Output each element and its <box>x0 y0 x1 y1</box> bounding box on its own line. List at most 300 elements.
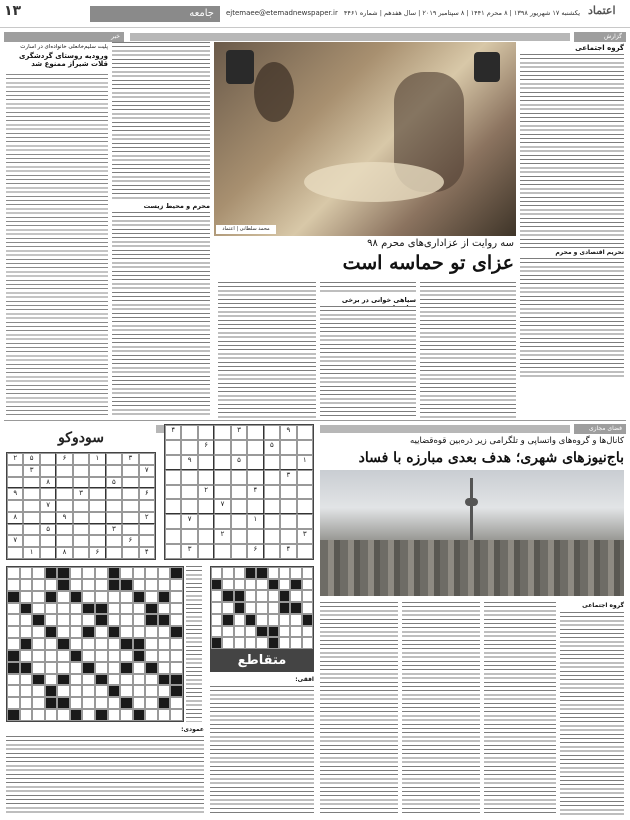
crossword-cell[interactable] <box>158 603 171 615</box>
crossword-cell[interactable] <box>211 602 222 614</box>
crossword-cell[interactable] <box>95 567 108 579</box>
sudoku-cell[interactable] <box>40 512 56 524</box>
sudoku-cell[interactable]: ۳ <box>181 544 197 559</box>
sudoku-cell[interactable] <box>198 455 214 470</box>
crossword-cell[interactable] <box>32 567 45 579</box>
crossword-cell[interactable] <box>133 626 146 638</box>
crossword-cell[interactable] <box>133 662 146 674</box>
sudoku-cell[interactable]: ۴ <box>139 547 155 559</box>
sudoku-cell[interactable]: ۲ <box>198 485 214 500</box>
crossword-cell[interactable] <box>7 579 20 591</box>
crossword-cell[interactable] <box>57 591 70 603</box>
sudoku-cell[interactable] <box>89 488 105 500</box>
sudoku-cell[interactable] <box>7 477 23 489</box>
sudoku-cell[interactable]: ۲ <box>214 529 230 544</box>
sudoku-cell[interactable] <box>7 500 23 512</box>
crossword-cell[interactable] <box>120 674 133 686</box>
crossword-cell[interactable] <box>70 626 83 638</box>
crossword-cell[interactable] <box>32 709 45 721</box>
sudoku-cell[interactable] <box>214 544 230 559</box>
crossword-cell[interactable] <box>222 602 233 614</box>
sudoku-cell[interactable]: ۵ <box>231 455 247 470</box>
crossword-cell[interactable] <box>170 579 183 591</box>
crossword-cell[interactable] <box>158 626 171 638</box>
sudoku-cell[interactable] <box>247 440 263 455</box>
crossword-cell[interactable] <box>222 637 233 649</box>
crossword-cell[interactable] <box>82 685 95 697</box>
crossword-cell[interactable] <box>108 614 121 626</box>
crossword-cell[interactable] <box>82 650 95 662</box>
crossword-cell[interactable] <box>211 590 222 602</box>
crossword-cell[interactable] <box>290 626 301 638</box>
crossword-cell[interactable] <box>256 614 267 626</box>
crossword-cell[interactable] <box>95 697 108 709</box>
crossword-cell[interactable] <box>7 603 20 615</box>
crossword-cell[interactable] <box>302 602 313 614</box>
crossword-cell[interactable] <box>95 638 108 650</box>
crossword-cell[interactable] <box>290 614 301 626</box>
sudoku-cell[interactable] <box>198 470 214 485</box>
sudoku-cell[interactable]: ۴ <box>165 425 181 440</box>
crossword-cell[interactable] <box>302 579 313 591</box>
crossword-cell[interactable] <box>290 590 301 602</box>
sudoku-cell[interactable] <box>264 499 280 514</box>
sudoku-cell[interactable]: ۲ <box>7 453 23 465</box>
sudoku-cell[interactable] <box>165 529 181 544</box>
sudoku-cell[interactable]: ۶ <box>56 453 72 465</box>
sudoku-cell[interactable] <box>165 544 181 559</box>
sudoku-cell[interactable] <box>280 499 296 514</box>
crossword-cell[interactable] <box>256 579 267 591</box>
crossword-cell[interactable] <box>158 638 171 650</box>
crossword-cell[interactable] <box>95 650 108 662</box>
sudoku-cell[interactable] <box>73 535 89 547</box>
sudoku-cell[interactable] <box>198 499 214 514</box>
sudoku-cell[interactable] <box>165 499 181 514</box>
crossword-cell[interactable] <box>120 709 133 721</box>
crossword-cell[interactable] <box>268 614 279 626</box>
sudoku-cell[interactable]: ۱ <box>247 514 263 529</box>
sudoku-cell[interactable] <box>247 425 263 440</box>
crossword-cell[interactable] <box>108 674 121 686</box>
crossword-cell[interactable] <box>20 650 33 662</box>
sudoku-cell[interactable]: ۴ <box>280 544 296 559</box>
crossword-cell[interactable] <box>45 709 58 721</box>
sudoku-cell[interactable] <box>73 512 89 524</box>
sudoku-cell[interactable]: ۳ <box>122 453 138 465</box>
sudoku-cell[interactable] <box>280 455 296 470</box>
crossword-cell[interactable] <box>70 638 83 650</box>
crossword-cell[interactable] <box>211 614 222 626</box>
crossword-cell[interactable] <box>222 626 233 638</box>
sudoku-cell[interactable] <box>106 453 122 465</box>
sudoku-cell[interactable] <box>231 514 247 529</box>
crossword-cell[interactable] <box>245 602 256 614</box>
crossword-cell[interactable] <box>245 626 256 638</box>
sudoku-cell[interactable] <box>40 465 56 477</box>
crossword-cell[interactable] <box>279 637 290 649</box>
sudoku-cell[interactable]: ۵ <box>106 477 122 489</box>
sudoku-cell[interactable]: ۳ <box>23 465 39 477</box>
crossword-cell[interactable] <box>82 567 95 579</box>
crossword-cell[interactable] <box>45 603 58 615</box>
crossword-cell[interactable] <box>7 685 20 697</box>
crossword-cell[interactable] <box>32 591 45 603</box>
sudoku-cell[interactable] <box>106 465 122 477</box>
crossword-cell[interactable] <box>20 579 33 591</box>
crossword-cell[interactable] <box>145 685 158 697</box>
crossword-cell[interactable] <box>32 579 45 591</box>
crossword-cell[interactable] <box>145 591 158 603</box>
sudoku-cell[interactable]: ۵ <box>264 440 280 455</box>
crossword-cell[interactable] <box>256 637 267 649</box>
sudoku-cell[interactable] <box>23 488 39 500</box>
crossword-cell[interactable] <box>211 626 222 638</box>
crossword-cell[interactable] <box>145 650 158 662</box>
crossword-cell[interactable] <box>82 697 95 709</box>
crossword-cell[interactable] <box>108 638 121 650</box>
sudoku-cell[interactable]: ۸ <box>40 477 56 489</box>
crossword-cell[interactable] <box>120 603 133 615</box>
sudoku-cell[interactable] <box>231 470 247 485</box>
crossword-cell[interactable] <box>57 614 70 626</box>
crossword-cell[interactable] <box>279 626 290 638</box>
crossword-cell[interactable] <box>57 662 70 674</box>
crossword-cell[interactable] <box>211 567 222 579</box>
crossword-cell[interactable] <box>95 579 108 591</box>
sudoku-cell[interactable] <box>247 455 263 470</box>
sudoku-cell[interactable] <box>139 524 155 536</box>
sudoku-cell[interactable] <box>198 544 214 559</box>
crossword-cell[interactable] <box>302 567 313 579</box>
crossword-cell[interactable] <box>7 674 20 686</box>
sudoku-cell[interactable]: ۸ <box>7 512 23 524</box>
crossword-cell[interactable] <box>234 579 245 591</box>
crossword-cell[interactable] <box>268 602 279 614</box>
sudoku-cell[interactable] <box>165 440 181 455</box>
crossword-cell[interactable] <box>120 567 133 579</box>
crossword-cell[interactable] <box>108 603 121 615</box>
sudoku-cell[interactable] <box>214 470 230 485</box>
sudoku-cell[interactable] <box>7 465 23 477</box>
crossword-cell[interactable] <box>20 614 33 626</box>
crossword-cell[interactable] <box>20 626 33 638</box>
sudoku-cell[interactable]: ۳ <box>280 470 296 485</box>
sudoku-cell[interactable] <box>198 425 214 440</box>
sudoku-cell[interactable] <box>214 514 230 529</box>
sudoku-cell[interactable]: ۶ <box>122 535 138 547</box>
crossword-cell[interactable] <box>279 567 290 579</box>
sudoku-cell[interactable] <box>56 535 72 547</box>
sudoku-cell[interactable] <box>231 499 247 514</box>
sudoku-cell[interactable] <box>139 477 155 489</box>
sudoku-cell[interactable] <box>106 500 122 512</box>
crossword-cell[interactable] <box>70 614 83 626</box>
sudoku-cell[interactable] <box>139 500 155 512</box>
sudoku-cell[interactable] <box>280 485 296 500</box>
sudoku-cell[interactable] <box>89 524 105 536</box>
crossword-cell[interactable] <box>245 590 256 602</box>
sudoku-cell[interactable] <box>40 547 56 559</box>
sudoku-cell[interactable]: ۹ <box>181 455 197 470</box>
sudoku-cell[interactable]: ۹ <box>7 488 23 500</box>
crossword-cell[interactable] <box>145 638 158 650</box>
crossword-cell[interactable] <box>158 709 171 721</box>
sudoku-cell[interactable] <box>165 470 181 485</box>
sudoku-cell[interactable] <box>247 529 263 544</box>
crossword-cell[interactable] <box>57 709 70 721</box>
sudoku-cell[interactable] <box>297 514 313 529</box>
crossword-cell[interactable] <box>95 626 108 638</box>
sudoku-cell[interactable] <box>198 514 214 529</box>
sudoku-cell[interactable]: ۶ <box>89 547 105 559</box>
sudoku-cell[interactable] <box>231 529 247 544</box>
sudoku-cell[interactable]: ۱ <box>89 453 105 465</box>
crossword-cell[interactable] <box>95 591 108 603</box>
sudoku-cell[interactable] <box>214 425 230 440</box>
sudoku-cell[interactable] <box>122 512 138 524</box>
sudoku-cell[interactable] <box>139 535 155 547</box>
crossword-cell[interactable] <box>158 662 171 674</box>
crossword-cell[interactable] <box>158 685 171 697</box>
crossword-cell[interactable] <box>133 567 146 579</box>
sudoku-cell[interactable] <box>264 425 280 440</box>
crossword-cell[interactable] <box>145 567 158 579</box>
sudoku-cell[interactable] <box>122 547 138 559</box>
sudoku-cell[interactable]: ۷ <box>7 535 23 547</box>
sudoku-cell[interactable] <box>181 485 197 500</box>
crossword-cell[interactable] <box>256 590 267 602</box>
crossword-grid[interactable] <box>6 566 184 722</box>
crossword-cell[interactable] <box>45 650 58 662</box>
crossword-cell[interactable] <box>95 662 108 674</box>
crossword-cell[interactable] <box>170 638 183 650</box>
sudoku-cell[interactable] <box>89 512 105 524</box>
crossword-cell[interactable] <box>32 685 45 697</box>
crossword-cell[interactable] <box>70 662 83 674</box>
sudoku-cell[interactable] <box>122 477 138 489</box>
sudoku-cell[interactable] <box>297 499 313 514</box>
sudoku-cell[interactable] <box>214 455 230 470</box>
sudoku-cell[interactable] <box>7 547 23 559</box>
sudoku-cell[interactable] <box>214 485 230 500</box>
crossword-cell[interactable] <box>70 603 83 615</box>
crossword-cell[interactable] <box>32 650 45 662</box>
crossword-cell[interactable] <box>82 709 95 721</box>
crossword-cell[interactable] <box>20 674 33 686</box>
sudoku-cell[interactable] <box>139 453 155 465</box>
crossword-cell[interactable] <box>20 709 33 721</box>
sudoku-cell[interactable] <box>23 477 39 489</box>
crossword-cell[interactable] <box>170 591 183 603</box>
crossword-mini-grid[interactable] <box>210 566 314 650</box>
crossword-cell[interactable] <box>82 674 95 686</box>
sudoku-cell[interactable]: ۳ <box>297 529 313 544</box>
sudoku-cell[interactable] <box>40 488 56 500</box>
crossword-cell[interactable] <box>268 567 279 579</box>
sudoku-cell[interactable] <box>280 529 296 544</box>
sudoku-cell[interactable]: ۶ <box>198 440 214 455</box>
crossword-cell[interactable] <box>133 579 146 591</box>
crossword-cell[interactable] <box>302 637 313 649</box>
crossword-cell[interactable] <box>222 579 233 591</box>
sudoku-cell[interactable] <box>297 440 313 455</box>
crossword-cell[interactable] <box>234 567 245 579</box>
crossword-cell[interactable] <box>234 637 245 649</box>
sudoku-cell[interactable] <box>264 529 280 544</box>
sudoku-cell[interactable]: ۶ <box>139 488 155 500</box>
sudoku-cell[interactable] <box>297 485 313 500</box>
crossword-cell[interactable] <box>32 626 45 638</box>
crossword-cell[interactable] <box>57 685 70 697</box>
crossword-cell[interactable] <box>145 579 158 591</box>
sudoku-cell[interactable] <box>40 535 56 547</box>
sudoku-cell[interactable] <box>73 547 89 559</box>
sudoku-cell[interactable] <box>56 465 72 477</box>
crossword-cell[interactable] <box>145 674 158 686</box>
crossword-cell[interactable] <box>145 709 158 721</box>
crossword-cell[interactable] <box>108 650 121 662</box>
sudoku-cell[interactable]: ۷ <box>181 514 197 529</box>
sudoku-cell[interactable] <box>264 514 280 529</box>
sudoku-cell[interactable] <box>73 465 89 477</box>
sudoku-cell[interactable]: ۸ <box>56 547 72 559</box>
crossword-cell[interactable] <box>279 614 290 626</box>
crossword-cell[interactable] <box>45 662 58 674</box>
crossword-cell[interactable] <box>170 603 183 615</box>
sudoku-cell[interactable] <box>280 514 296 529</box>
sudoku-cell[interactable] <box>297 425 313 440</box>
sudoku-cell[interactable] <box>23 524 39 536</box>
crossword-cell[interactable] <box>7 638 20 650</box>
crossword-cell[interactable] <box>145 697 158 709</box>
sudoku-cell[interactable] <box>106 488 122 500</box>
crossword-cell[interactable] <box>108 662 121 674</box>
crossword-cell[interactable] <box>32 603 45 615</box>
crossword-cell[interactable] <box>234 614 245 626</box>
crossword-cell[interactable] <box>20 685 33 697</box>
crossword-cell[interactable] <box>133 674 146 686</box>
sudoku-cell[interactable]: ۷ <box>214 499 230 514</box>
sudoku-cell[interactable] <box>106 512 122 524</box>
sudoku-cell[interactable] <box>264 470 280 485</box>
email-address[interactable]: ejtemaee@etemadnewspaper.ir <box>226 9 338 17</box>
crossword-cell[interactable] <box>222 567 233 579</box>
crossword-cell[interactable] <box>170 614 183 626</box>
sudoku-cell[interactable] <box>122 524 138 536</box>
crossword-cell[interactable] <box>302 626 313 638</box>
sudoku-cell[interactable] <box>264 485 280 500</box>
crossword-cell[interactable] <box>45 579 58 591</box>
sudoku-cell[interactable] <box>56 500 72 512</box>
sudoku-cell[interactable]: ۳ <box>231 425 247 440</box>
sudoku-cell[interactable]: ۳ <box>73 488 89 500</box>
crossword-cell[interactable] <box>302 590 313 602</box>
sudoku-cell[interactable] <box>122 465 138 477</box>
crossword-cell[interactable] <box>32 697 45 709</box>
sudoku-cell[interactable] <box>181 470 197 485</box>
crossword-cell[interactable] <box>70 579 83 591</box>
sudoku-cell[interactable] <box>231 485 247 500</box>
crossword-cell[interactable] <box>120 685 133 697</box>
sudoku-cell[interactable] <box>56 488 72 500</box>
sudoku-cell[interactable] <box>40 453 56 465</box>
sudoku-cell[interactable] <box>56 524 72 536</box>
crossword-cell[interactable] <box>20 591 33 603</box>
crossword-cell[interactable] <box>7 614 20 626</box>
crossword-cell[interactable] <box>82 591 95 603</box>
crossword-cell[interactable] <box>133 614 146 626</box>
crossword-cell[interactable] <box>20 567 33 579</box>
crossword-cell[interactable] <box>108 709 121 721</box>
sudoku-cell[interactable] <box>73 477 89 489</box>
sudoku-grid-left[interactable] <box>6 452 156 560</box>
sudoku-cell[interactable] <box>231 544 247 559</box>
crossword-cell[interactable] <box>70 697 83 709</box>
crossword-cell[interactable] <box>57 603 70 615</box>
sudoku-cell[interactable]: ۱ <box>23 547 39 559</box>
crossword-cell[interactable] <box>57 626 70 638</box>
crossword-cell[interactable] <box>70 674 83 686</box>
crossword-cell[interactable] <box>57 650 70 662</box>
sudoku-cell[interactable] <box>297 544 313 559</box>
sudoku-cell[interactable] <box>165 485 181 500</box>
crossword-cell[interactable] <box>170 662 183 674</box>
sudoku-cell[interactable] <box>56 477 72 489</box>
crossword-cell[interactable] <box>7 626 20 638</box>
sudoku-cell[interactable] <box>165 514 181 529</box>
sudoku-cell[interactable]: ۷ <box>40 500 56 512</box>
sudoku-cell[interactable] <box>231 440 247 455</box>
crossword-cell[interactable] <box>170 650 183 662</box>
crossword-cell[interactable] <box>95 685 108 697</box>
sudoku-cell[interactable]: ۶ <box>247 544 263 559</box>
sudoku-cell[interactable] <box>23 535 39 547</box>
crossword-cell[interactable] <box>245 637 256 649</box>
sudoku-cell[interactable] <box>89 465 105 477</box>
crossword-cell[interactable] <box>82 614 95 626</box>
sudoku-cell[interactable] <box>165 455 181 470</box>
crossword-cell[interactable] <box>20 697 33 709</box>
crossword-cell[interactable] <box>170 709 183 721</box>
sudoku-cell[interactable] <box>181 499 197 514</box>
crossword-cell[interactable] <box>133 685 146 697</box>
sudoku-cell[interactable] <box>106 547 122 559</box>
sudoku-cell[interactable] <box>198 529 214 544</box>
crossword-cell[interactable] <box>245 579 256 591</box>
sudoku-cell[interactable] <box>89 535 105 547</box>
sudoku-cell[interactable]: ۱ <box>297 455 313 470</box>
crossword-cell[interactable] <box>268 590 279 602</box>
crossword-cell[interactable] <box>45 614 58 626</box>
crossword-cell[interactable] <box>290 567 301 579</box>
crossword-cell[interactable] <box>158 567 171 579</box>
crossword-cell[interactable] <box>145 626 158 638</box>
crossword-cell[interactable] <box>108 591 121 603</box>
sudoku-cell[interactable] <box>247 499 263 514</box>
sudoku-cell[interactable] <box>122 488 138 500</box>
crossword-cell[interactable] <box>120 650 133 662</box>
sudoku-cell[interactable] <box>106 535 122 547</box>
sudoku-cell[interactable] <box>73 453 89 465</box>
crossword-cell[interactable] <box>45 638 58 650</box>
crossword-cell[interactable] <box>120 614 133 626</box>
sudoku-cell[interactable] <box>122 500 138 512</box>
sudoku-cell[interactable]: ۲ <box>139 512 155 524</box>
sudoku-cell[interactable] <box>181 529 197 544</box>
crossword-cell[interactable] <box>290 637 301 649</box>
sudoku-grid-right[interactable] <box>164 424 314 560</box>
